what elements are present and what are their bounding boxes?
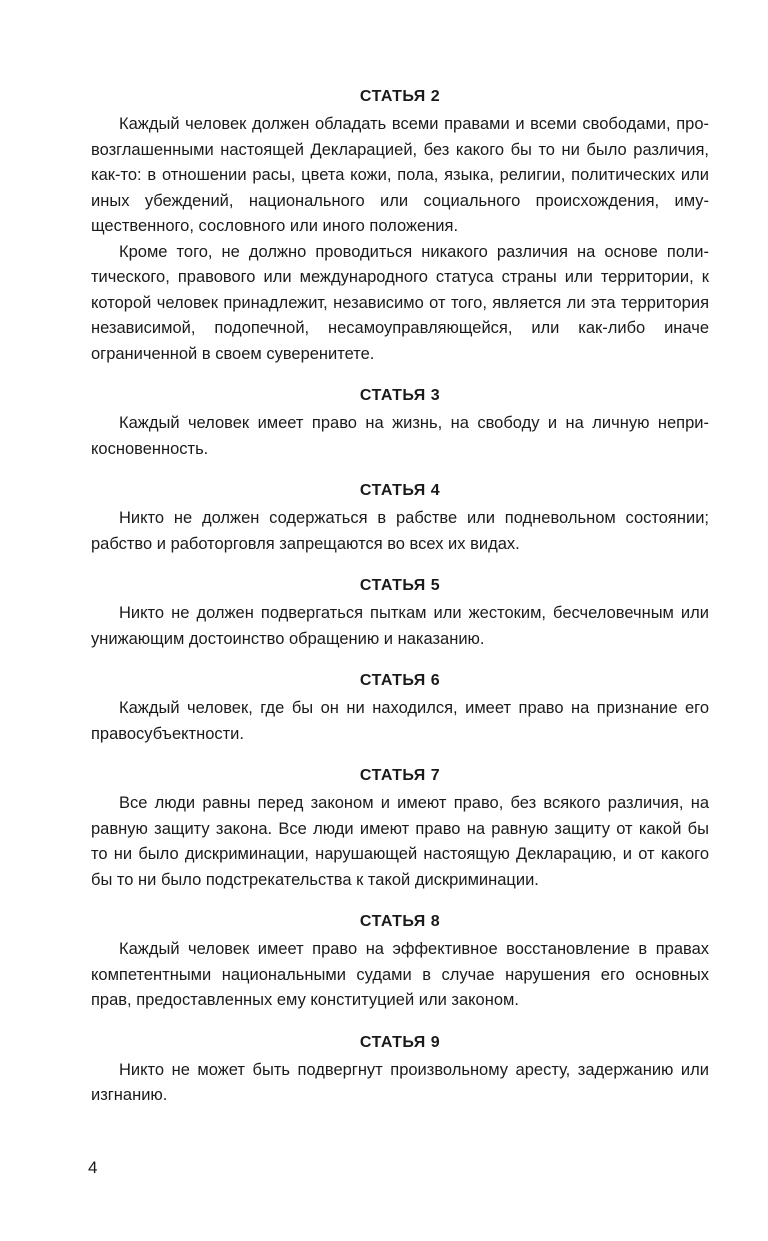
article-heading: СТАТЬЯ 2: [359, 88, 441, 105]
page-body: [91, 86, 709, 1127]
article-paragraph: Все люди равны перед законом и имеют право, без всякого различия, на равную защиту закона. Все люди имеют право на равную защиту от какой бы то ни было дискриминации, нарушающей настоящую Декларацию, и от какого бы то ни было подстрекательства к такой дискриминации.: [91, 794, 709, 889]
article-6: [91, 670, 709, 747]
article-heading: СТАТЬЯ 9: [359, 1033, 441, 1051]
article-3: [91, 385, 709, 462]
article-8: [91, 911, 709, 1014]
article-heading: СТАТЬЯ 5: [359, 577, 441, 594]
article-heading: СТАТЬЯ 7: [359, 767, 441, 784]
article-2: [91, 86, 709, 367]
article-paragraph: Кроме того, не должно проводиться никакого различия на основе политического, правового или международного статуса страны или территории, к которой человек принадлежит, независимо от того, является ли эта территория независимой, подопечной, несамоуправляющейся, или как-либо иначе ограниченной в своем суверенитете.: [91, 242, 709, 363]
article-4: [91, 480, 709, 557]
article-paragraph: Никто не должен подвергаться пыткам или жестоким, бесчеловечным или унижающим достоинство обращению и наказанию.: [91, 604, 709, 648]
article-heading: СТАТЬЯ 3: [359, 387, 441, 404]
article-paragraph: Никто не должен содержаться в рабстве или подневольном состоянии; рабство и работорговля запрещаются во всех их видах.: [91, 509, 709, 553]
article-paragraph: Каждый человек имеет право на жизнь, на свободу и на личную неприкосновенность.: [91, 414, 709, 458]
article-paragraph: Никто не может быть подвергнут произвольному аресту, задержанию или изгнанию.: [91, 1060, 709, 1104]
article-paragraph: Каждый человек должен обладать всеми правами и всеми свободами, провозглашенными настоящей Декларацией, без какого бы то ни было различия, как-то: в отношении расы, цвета кожи, пола, языка, религии, политических или иных убеждений, национального или социального происхождения, имущественного, сословного или иного положения.: [91, 115, 709, 235]
article-9: [91, 1032, 709, 1109]
article-heading: СТАТЬЯ 8: [359, 913, 441, 930]
page-number: 4: [88, 1158, 98, 1177]
article-7: [91, 765, 709, 893]
article-paragraph: Каждый человек имеет право на эффективное восстановление в правах компетентными национальными судами в случае нарушения его основных прав, предоставленных ему конституцией или законом.: [91, 940, 709, 1009]
article-heading: СТАТЬЯ 4: [359, 482, 441, 499]
article-heading: СТАТЬЯ 6: [359, 672, 441, 689]
article-5: [91, 575, 709, 652]
article-paragraph: Каждый человек, где бы он ни находился, имеет право на признание его правосубъектности.: [91, 699, 709, 743]
